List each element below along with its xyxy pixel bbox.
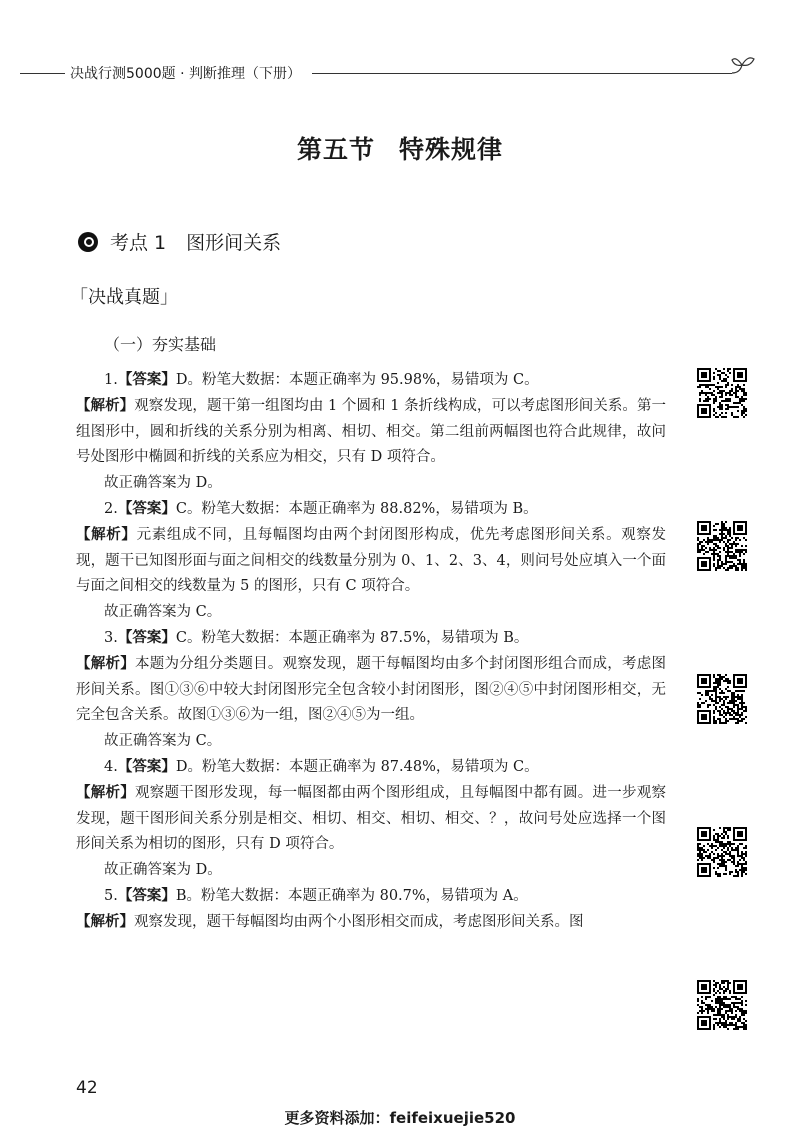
conclusion-line: 故正确答案为 D。 [104,475,222,492]
block-title: 「决战真题」 [70,287,178,308]
analysis-paragraph: 【解析】观察发现，题干每幅图均由两个小图形相交而成，考虑图形间关系。图 [76,913,584,930]
page-number: 42 [76,1078,98,1098]
answer-line: 1.【答案】D。粉笔大数据：本题正确率为 95.98%，易错项为 C。 [104,372,539,388]
answer-line: 3.【答案】C。粉笔大数据：本题正确率为 87.5%，易错项为 B。 [104,629,529,646]
subheading: （一）夯实基础 [104,335,217,354]
conclusion-line: 故正确答案为 D。 [104,862,222,879]
topic-name: 图形间关系 [186,232,282,254]
answer-line: 5.【答案】B。粉笔大数据：本题正确率为 80.7%，易错项为 A。 [104,887,528,904]
answer-line: 2.【答案】C。粉笔大数据：本题正确率为 88.82%，易错项为 B。 [104,500,538,517]
running-header: 决战行测5000题 · 判断推理（下册） [70,66,301,82]
header-rule-left [20,73,65,74]
analysis-paragraph: 【解析】观察题干图形发现，每一幅图都由两个图形组成，且每幅图中都有圆。进一步观察发现，题干图形间关系分别是相交、相切、相交、相切、相交、？，故问号处应选择一个图形间关系为相切的图形，只有 D 项符合。 [76,784,667,853]
topic-label: 考点 1 [110,232,167,254]
analysis-paragraph: 【解析】元素组成不同，且每幅图均由两个封闭图形构成，优先考虑图形间关系。观察发现，题干已知图形面与面之间相交的线数量分别为 0、1、2、3、4，则问号处应填入一个面与面之间相交的线数量为 5 的图形，只有 C 项符合。 [76,526,667,595]
qr-code-icon[interactable] [697,368,747,418]
header-rule-right [312,73,732,74]
qr-code-icon[interactable] [697,521,747,571]
answer-content [76,368,666,936]
section-number: 第五节 [296,135,375,164]
conclusion-line: 故正确答案为 C。 [104,604,222,621]
answer-line: 4.【答案】D。粉笔大数据：本题正确率为 87.48%，易错项为 C。 [104,758,539,775]
section-name: 特殊规律 [399,135,504,164]
analysis-paragraph: 【解析】观察发现，题干第一组图均由 1 个圆和 1 条折线构成，可以考虑图形间关系。第一组图形中，圆和折线的关系分别为相离、相切、相交。第二组前两幅图也符合此规律，故问号处图形中椭圆和折线的关系应为相交，只有 D 项符合。 [76,397,667,466]
qr-code-icon[interactable] [697,674,747,724]
footer-note: 更多资料添加：feifeixuejie520 [284,1109,516,1127]
topic-heading [78,228,281,255]
topic-bullet-icon [78,232,98,252]
qr-code-icon[interactable] [697,980,747,1030]
section-title [0,130,800,166]
qr-code-icon[interactable] [697,827,747,877]
sprout-icon [730,52,756,76]
analysis-paragraph: 【解析】本题为分组分类题目。观察发现，题干每幅图均由多个封闭图形组合而成，考虑图形间关系。图①③⑥中较大封闭图形完全包含较小封闭图形，图②④⑤中封闭图形相交，无完全包含关系。故图①③⑥为一组，图②④⑤为一组。 [76,655,667,724]
conclusion-line: 故正确答案为 C。 [104,733,222,750]
